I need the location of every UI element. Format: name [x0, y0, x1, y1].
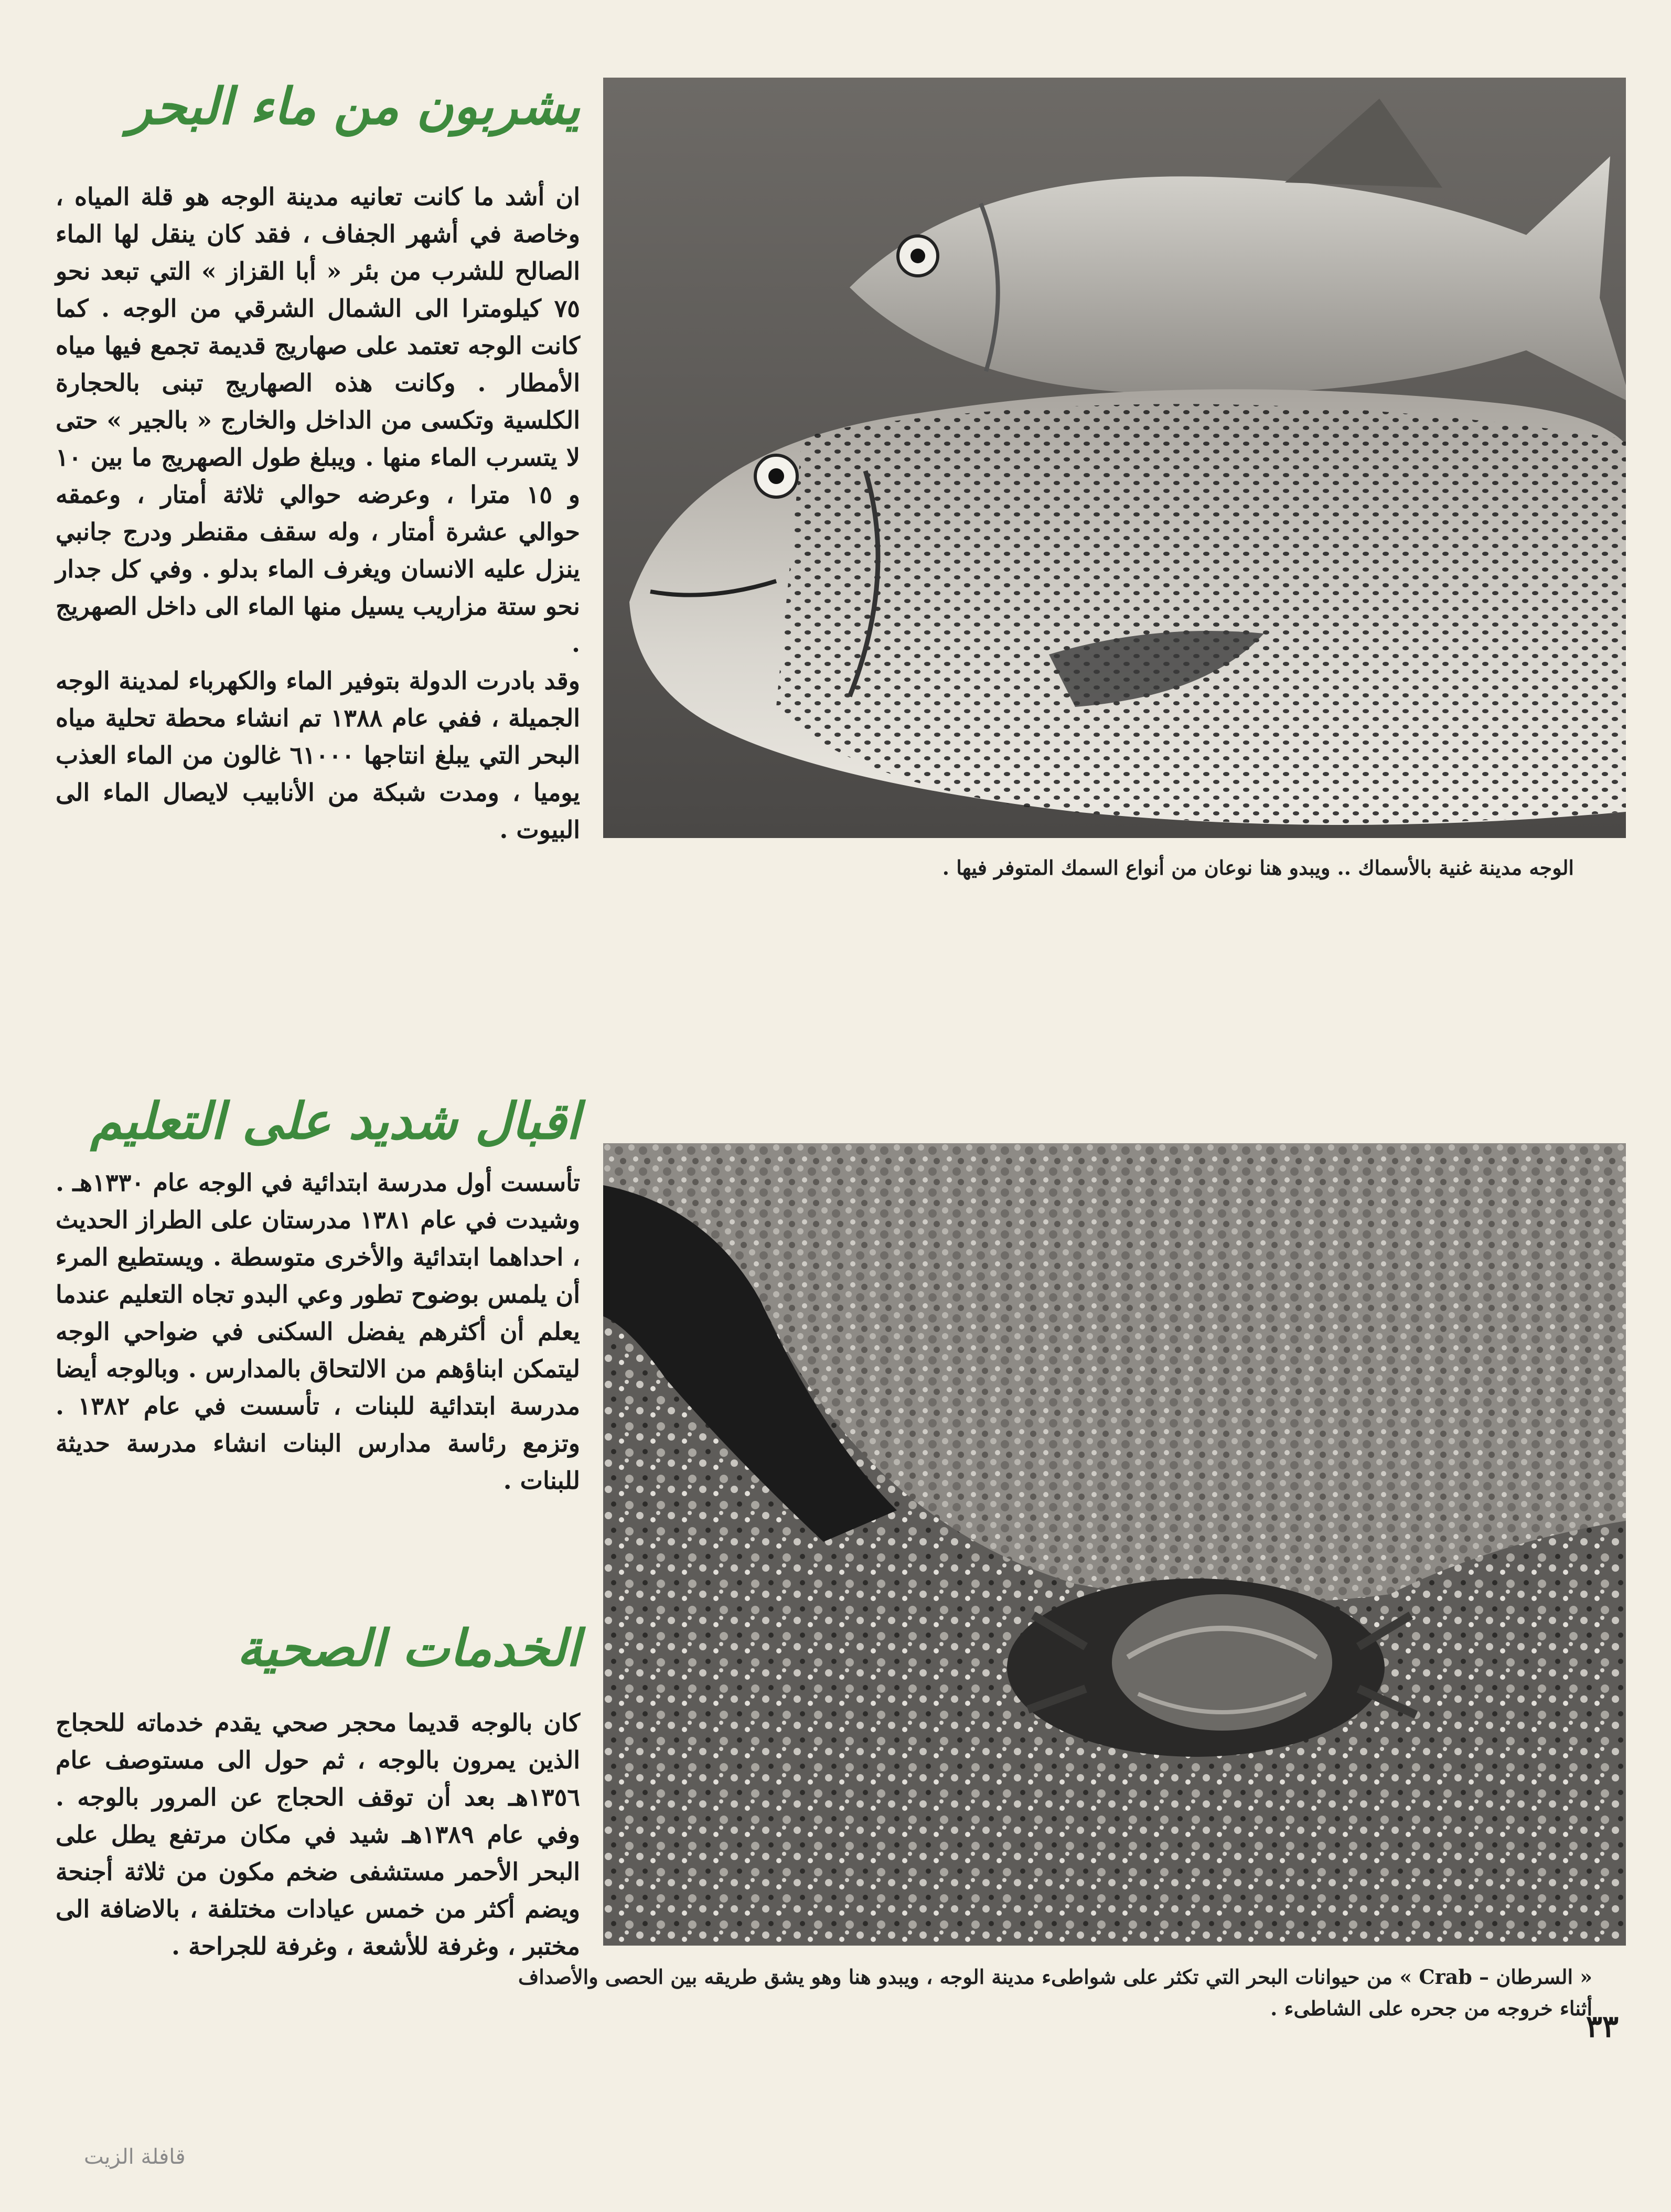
fish-photo [603, 78, 1626, 838]
section-heading-health: الخدمات الصحية [237, 1618, 580, 1678]
page-number: ٣٣ [1586, 2009, 1619, 2044]
fish-illustration [603, 78, 1626, 838]
crab-photo [603, 1143, 1626, 1946]
paragraph: تأسست أول مدرسة ابتدائية في الوجه عام ١٣٣٠هـ . وشيدت في عام ١٣٨١ مدرستان على الطراز الحديث ، احداهما ابتدائية والأخرى متوسطة . ويستطيع المرء أن يلمس بوضوح تطور وعي البدو تجاه التعليم عندما يعلم أن أكثرهم يفضل السكنى في ضواحي الوجه ليتمكن ابناؤهم من الالتحاق بالمدارس . وبالوجه أيضا مدرسة ابتدائية للبنات ، تأسست في عام ١٣٨٢ . وتزمع رئاسة مدارس البنات انشاء مدرسة حديثة للبنات . [56, 1168, 581, 1495]
section-heading-education: اقبال شديد على التعليم [90, 1091, 580, 1151]
paragraph: ان أشد ما كانت تعانيه مدينة الوجه هو قلة المياه ، وخاصة في أشهر الجفاف ، فقد كان ينقل لها الماء الصالح للشرب من بئر « أبا القزاز » التي تبعد نحو ٧٥ كيلومترا الى الشمال الشرقي من الوجه . كما كانت الوجه تعتمد على صهاريج قديمة تجمع فيها مياه الأمطار . وكانت هذه الصهاريج تبنى بالحجارة الكلسية وتكسى من الداخل والخارج « بالجير » حتى لا يتسرب الماء منها . ويبلغ طول الصهريج ما بين ١٠ و ١٥ مترا ، وعرضه حوالي ثلاثة أمتار ، وعمقه حوالي عشرة أمتار ، وله سقف مقنطر ودرج جانبي ينزل عليه الانسان ويغرف الماء بدلو . وفي كل جدار نحو ستة مزاريب يسيل منها الماء الى داخل الصهريج . [56, 182, 580, 658]
magazine-name: قافلة الزيت [84, 2145, 186, 2169]
crab-photo-caption: « السرطان – Crab » من حيوانات البحر التي تكثر على شواطىء مدينة الوجه ، ويبدو هنا وهو يشق طريقه بين الحصى والأصداف أثناء خروجه من جحره على الشاطىء . [518, 1965, 1592, 2020]
section-body-education [56, 1164, 580, 1499]
crab-illustration [603, 1143, 1626, 1946]
section-heading-water: يشربون من ماء البحر [127, 77, 580, 136]
paragraph: كان بالوجه قديما محجر صحي يقدم خدماته للحجاج الذين يمرون بالوجه ، ثم حول الى مستوصف عام ١٣٥٦هـ بعد أن توقف الحجاج عن المرور بالوجه . وفي عام ١٣٨٩هـ شيد في مكان مرتفع يطل على البحر الأحمر مستشفى ضخم مكون من ثلاثة أجنحة ويضم أكثر من خمس عيادات مختلفة ، بالاضافة الى مختبر ، وغرفة للأشعة ، وغرفة للجراحة . [56, 1709, 581, 1960]
section-body-health [56, 1704, 580, 1965]
paragraph: وقد بادرت الدولة بتوفير الماء والكهرباء لمدينة الوجه الجميلة ، ففي عام ١٣٨٨ تم انشاء محطة تحلية مياه البحر التي يبلغ انتاجها ٦١٠٠٠ غالون من الماء العذب يوميا ، ومدت شبكة من الأنابيب لايصال الماء الى البيوت . [56, 667, 580, 844]
section-body-water [56, 178, 580, 849]
fish-photo-caption: الوجه مدينة غنية بالأسماك .. ويبدو هنا نوعان من أنواع السمك المتوفر فيها . [942, 856, 1574, 879]
